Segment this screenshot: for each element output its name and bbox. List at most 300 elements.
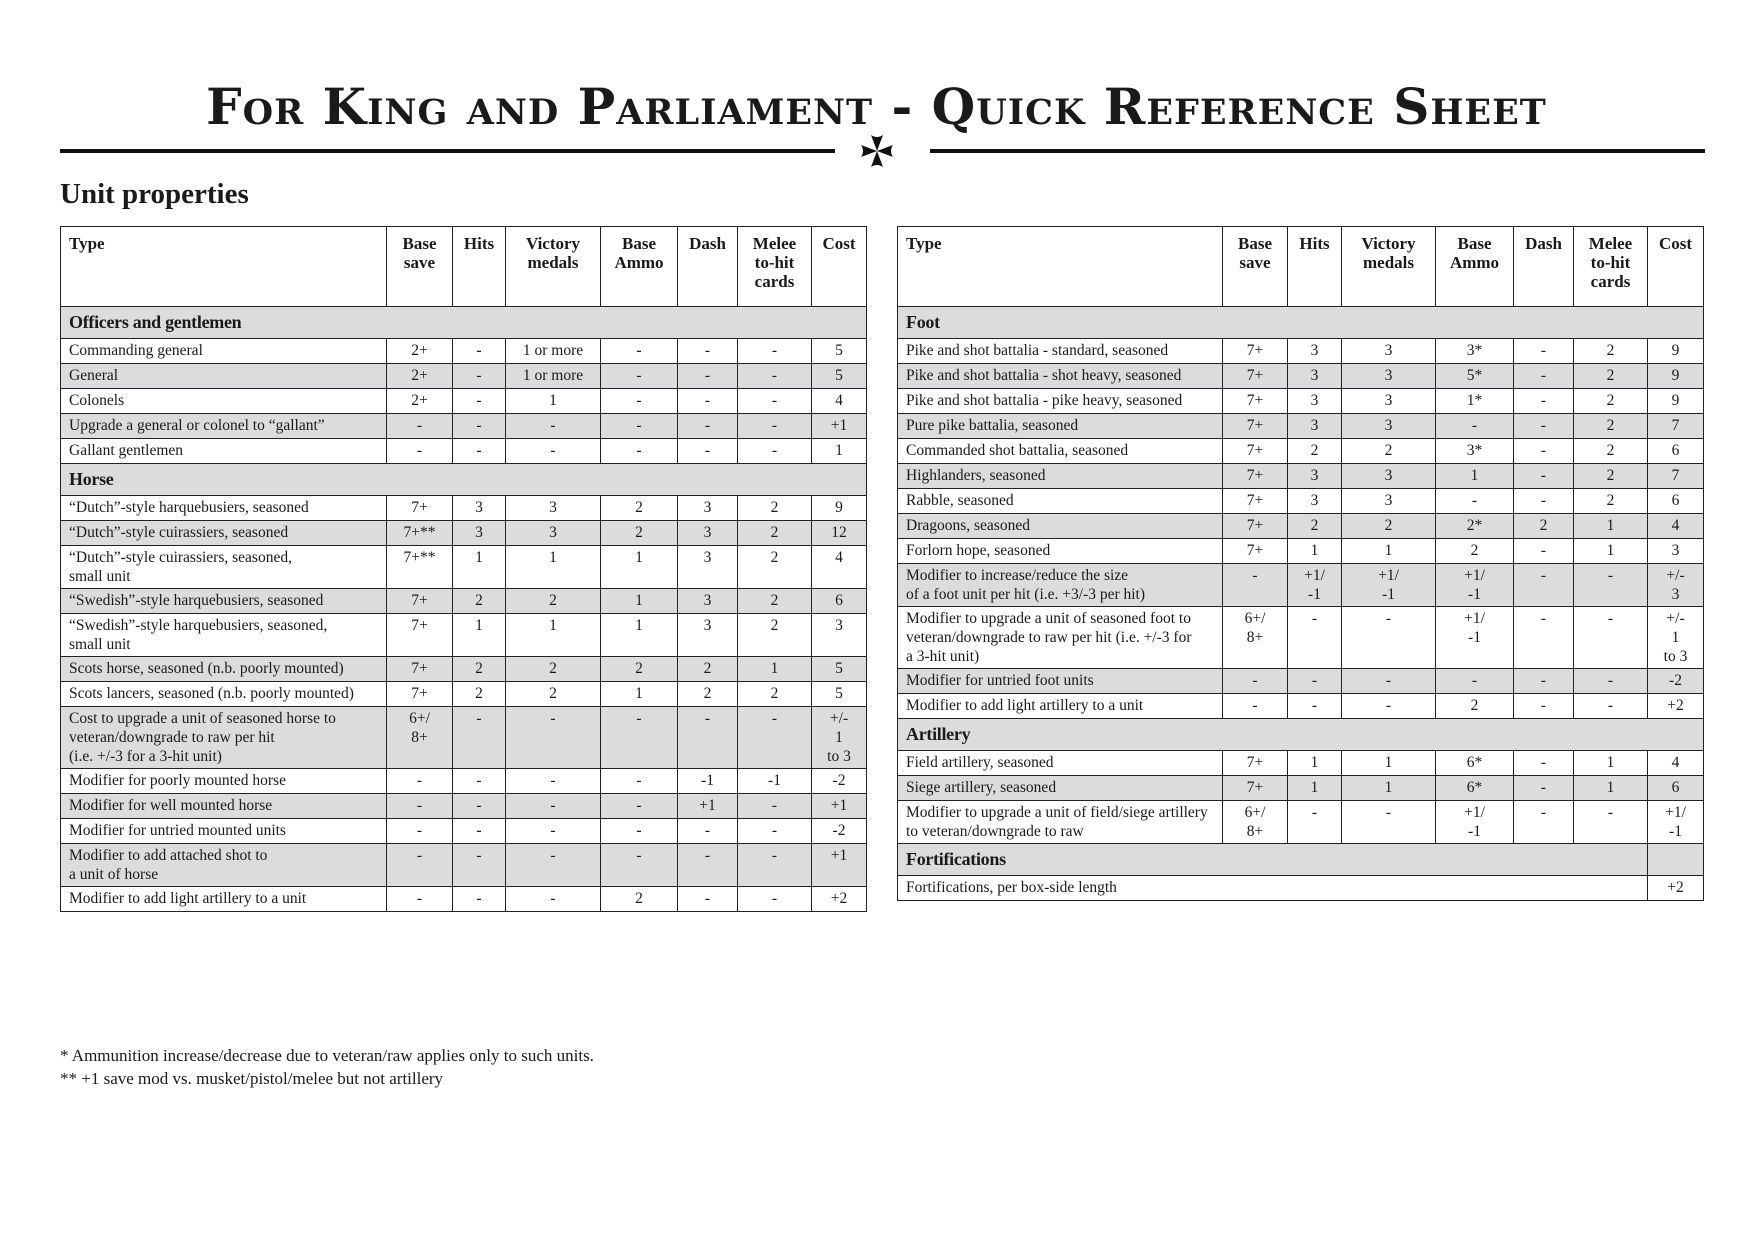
- value-cell: 2+: [387, 339, 453, 364]
- value-cell: 3: [1288, 364, 1342, 389]
- value-cell: -: [453, 414, 506, 439]
- value-cell: -: [678, 439, 738, 464]
- value-cell: +1/ -1: [1436, 564, 1514, 607]
- value-cell: -: [601, 364, 678, 389]
- value-cell: 2: [601, 521, 678, 546]
- value-cell: 7+: [1223, 539, 1288, 564]
- unit-type-cell: Scots horse, seasoned (n.b. poorly mounted): [61, 657, 387, 682]
- value-cell: +/- 1 to 3: [812, 707, 867, 769]
- value-cell: 6*: [1436, 776, 1514, 801]
- value-cell: 2: [506, 682, 601, 707]
- value-cell: -: [1514, 439, 1574, 464]
- value-cell: 7+: [1223, 464, 1288, 489]
- value-cell: 2: [601, 887, 678, 912]
- table-row: [898, 607, 1704, 669]
- column-header: Melee to-hit cards: [1574, 227, 1648, 307]
- value-cell: 3: [1342, 389, 1436, 414]
- value-cell: 5: [812, 682, 867, 707]
- unit-type-cell: Field artillery, seasoned: [898, 751, 1223, 776]
- table-row: [898, 539, 1704, 564]
- value-cell: +/- 1 to 3: [1648, 607, 1704, 669]
- value-cell: -: [1342, 694, 1436, 719]
- table-row: [898, 439, 1704, 464]
- value-cell: +1/ -1: [1436, 801, 1514, 844]
- value-cell: -: [1223, 564, 1288, 607]
- value-cell: 9: [1648, 339, 1704, 364]
- value-cell: -: [1514, 339, 1574, 364]
- value-cell: -1: [738, 769, 812, 794]
- value-cell: 2: [1436, 539, 1514, 564]
- value-cell: 12: [812, 521, 867, 546]
- value-cell: 2: [1574, 464, 1648, 489]
- value-cell: 2: [1514, 514, 1574, 539]
- unit-type-cell: Siege artillery, seasoned: [898, 776, 1223, 801]
- value-cell: -: [387, 414, 453, 439]
- column-header: Victory medals: [1342, 227, 1436, 307]
- footnote: * Ammunition increase/decrease due to veteran/raw applies only to such units.: [60, 1046, 594, 1065]
- value-cell: 7+: [387, 657, 453, 682]
- value-cell: -: [1514, 389, 1574, 414]
- value-cell: -: [506, 887, 601, 912]
- table-row: [898, 414, 1704, 439]
- value-cell: 5: [812, 364, 867, 389]
- value-cell: 1: [1574, 539, 1648, 564]
- value-cell: -: [601, 339, 678, 364]
- value-cell: 1: [601, 589, 678, 614]
- value-cell: 1: [1436, 464, 1514, 489]
- value-cell: 3*: [1436, 439, 1514, 464]
- title-rule-left: [60, 149, 835, 153]
- value-cell: -: [453, 339, 506, 364]
- value-cell: 3: [1342, 489, 1436, 514]
- value-cell: 7+: [1223, 489, 1288, 514]
- value-cell: -: [453, 769, 506, 794]
- unit-type-cell: “Dutch”-style harquebusiers, seasoned: [61, 496, 387, 521]
- value-cell: 6: [1648, 776, 1704, 801]
- value-cell: 2: [506, 657, 601, 682]
- table-row: [61, 389, 867, 414]
- table-row: [898, 751, 1704, 776]
- cross-pattee-icon: [859, 133, 895, 169]
- value-cell: 2: [601, 496, 678, 521]
- value-cell: 3: [678, 496, 738, 521]
- value-cell: -: [1574, 694, 1648, 719]
- value-cell: 3: [1288, 464, 1342, 489]
- value-cell: 1: [738, 657, 812, 682]
- value-cell: 9: [1648, 364, 1704, 389]
- value-cell: -: [738, 794, 812, 819]
- table-row: [61, 844, 867, 887]
- value-cell: -: [601, 844, 678, 887]
- value-cell: 2*: [1436, 514, 1514, 539]
- value-cell: 4: [1648, 751, 1704, 776]
- value-cell: -: [1514, 607, 1574, 669]
- value-cell: -: [1514, 564, 1574, 607]
- value-cell: 7: [1648, 414, 1704, 439]
- value-cell: -: [678, 364, 738, 389]
- value-cell: -: [506, 769, 601, 794]
- column-header: Hits: [1288, 227, 1342, 307]
- section-title: Unit properties: [60, 178, 249, 210]
- value-cell: -: [1436, 414, 1514, 439]
- value-cell: 2: [738, 589, 812, 614]
- value-cell: +1: [812, 844, 867, 887]
- value-cell: 7+: [1223, 389, 1288, 414]
- value-cell: -: [453, 794, 506, 819]
- value-cell: -: [1514, 539, 1574, 564]
- section-label: Artillery: [898, 719, 1704, 751]
- unit-type-cell: Modifier for untried foot units: [898, 669, 1223, 694]
- unit-type-cell: Modifier to upgrade a unit of seasoned foot to veteran/downgrade to raw per hit (i.e. +/-3 for a 3-hit unit): [898, 607, 1223, 669]
- value-cell: 1: [506, 389, 601, 414]
- column-header: Cost: [1648, 227, 1704, 307]
- table-row: [898, 801, 1704, 844]
- table-row: [61, 414, 867, 439]
- value-cell: -: [738, 887, 812, 912]
- value-cell: 3: [1288, 389, 1342, 414]
- unit-type-cell: Colonels: [61, 389, 387, 414]
- value-cell: 1: [601, 546, 678, 589]
- value-cell: -: [387, 794, 453, 819]
- column-header: Base save: [1223, 227, 1288, 307]
- value-cell: -: [601, 707, 678, 769]
- value-cell: -2: [1648, 669, 1704, 694]
- value-cell: +2: [1648, 876, 1704, 901]
- value-cell: -: [1342, 669, 1436, 694]
- unit-type-cell: “Swedish”-style harquebusiers, seasoned, small unit: [61, 614, 387, 657]
- unit-type-cell: Modifier to increase/reduce the size of a foot unit per hit (i.e. +3/-3 per hit): [898, 564, 1223, 607]
- value-cell: 2+: [387, 389, 453, 414]
- table-row: [61, 496, 867, 521]
- value-cell: 7+: [387, 589, 453, 614]
- column-header: Cost: [812, 227, 867, 307]
- value-cell: 2: [678, 682, 738, 707]
- value-cell: -: [678, 887, 738, 912]
- section-row: [898, 307, 1704, 339]
- value-cell: 4: [812, 389, 867, 414]
- table-row: [898, 514, 1704, 539]
- unit-type-cell: Modifier to add light artillery to a unit: [61, 887, 387, 912]
- section-label: Officers and gentlemen: [61, 307, 867, 339]
- value-cell: -2: [812, 769, 867, 794]
- value-cell: -: [678, 844, 738, 887]
- unit-type-cell: Rabble, seasoned: [898, 489, 1223, 514]
- value-cell: 5: [812, 339, 867, 364]
- value-cell: 7+: [1223, 439, 1288, 464]
- value-cell: 2: [678, 657, 738, 682]
- value-cell: 3: [453, 496, 506, 521]
- unit-type-cell: “Dutch”-style cuirassiers, seasoned: [61, 521, 387, 546]
- value-cell: -: [1574, 669, 1648, 694]
- value-cell: 7+: [1223, 339, 1288, 364]
- value-cell: 1: [1574, 776, 1648, 801]
- value-cell: 3: [1648, 539, 1704, 564]
- value-cell: 7: [1648, 464, 1704, 489]
- table-row: [61, 657, 867, 682]
- value-cell: 1: [1574, 514, 1648, 539]
- value-cell: +1: [812, 794, 867, 819]
- value-cell: 1: [1288, 751, 1342, 776]
- footnotes: [60, 1044, 594, 1090]
- value-cell: -: [1514, 751, 1574, 776]
- value-cell: 2: [738, 496, 812, 521]
- value-cell: -: [1514, 489, 1574, 514]
- value-cell: +1: [812, 414, 867, 439]
- value-cell: 4: [812, 546, 867, 589]
- value-cell: 2: [1574, 489, 1648, 514]
- table-row: [898, 489, 1704, 514]
- value-cell: 2: [1574, 364, 1648, 389]
- value-cell: -: [453, 364, 506, 389]
- value-cell: 3: [506, 496, 601, 521]
- value-cell: 1: [1342, 751, 1436, 776]
- table-row: [61, 769, 867, 794]
- unit-type-cell: Highlanders, seasoned: [898, 464, 1223, 489]
- table-row: [61, 521, 867, 546]
- value-cell: 3: [678, 589, 738, 614]
- unit-type-cell: Pike and shot battalia - pike heavy, seasoned: [898, 389, 1223, 414]
- value-cell: 6+/ 8+: [1223, 801, 1288, 844]
- value-cell: 3: [678, 521, 738, 546]
- value-cell: -: [738, 844, 812, 887]
- table-header-row: [61, 227, 867, 307]
- value-cell: 6: [812, 589, 867, 614]
- value-cell: -: [453, 844, 506, 887]
- unit-type-cell: Modifier for poorly mounted horse: [61, 769, 387, 794]
- value-cell: -: [601, 819, 678, 844]
- value-cell: -: [1223, 669, 1288, 694]
- value-cell: -: [1342, 801, 1436, 844]
- table-row: [898, 364, 1704, 389]
- value-cell: 5*: [1436, 364, 1514, 389]
- value-cell: -: [601, 439, 678, 464]
- unit-type-cell: Modifier for untried mounted units: [61, 819, 387, 844]
- value-cell: 6: [1648, 489, 1704, 514]
- table-row: [898, 339, 1704, 364]
- value-cell: 6+/ 8+: [1223, 607, 1288, 669]
- value-cell: 2: [1288, 514, 1342, 539]
- value-cell: 3: [1342, 414, 1436, 439]
- table-row: [898, 876, 1704, 901]
- value-cell: -: [738, 364, 812, 389]
- table-row: [61, 682, 867, 707]
- value-cell: -: [601, 414, 678, 439]
- value-cell: 7+: [387, 496, 453, 521]
- table-header-row: [898, 227, 1704, 307]
- value-cell: 7+: [387, 614, 453, 657]
- value-cell: 3: [1342, 364, 1436, 389]
- value-cell: +/- 3: [1648, 564, 1704, 607]
- table-row: [61, 707, 867, 769]
- value-cell: -: [678, 389, 738, 414]
- column-header: Victory medals: [506, 227, 601, 307]
- value-cell: 7+: [387, 682, 453, 707]
- table-row: [61, 794, 867, 819]
- value-cell: 1: [506, 614, 601, 657]
- table-row: [61, 364, 867, 389]
- column-header: Type: [61, 227, 387, 307]
- value-cell: -2: [812, 819, 867, 844]
- value-cell: 1 or more: [506, 364, 601, 389]
- table-row: [61, 339, 867, 364]
- value-cell: 6*: [1436, 751, 1514, 776]
- table-row: [898, 564, 1704, 607]
- value-cell: -: [1288, 801, 1342, 844]
- value-cell: 1: [1574, 751, 1648, 776]
- value-cell: 1: [453, 546, 506, 589]
- value-cell: -: [738, 439, 812, 464]
- value-cell: 9: [812, 496, 867, 521]
- unit-type-cell: Commanding general: [61, 339, 387, 364]
- table-row: [898, 464, 1704, 489]
- unit-type-cell: Gallant gentlemen: [61, 439, 387, 464]
- value-cell: 1: [1288, 776, 1342, 801]
- value-cell: 3: [1288, 339, 1342, 364]
- value-cell: -: [453, 887, 506, 912]
- value-cell: 3: [1288, 489, 1342, 514]
- value-cell: -: [453, 819, 506, 844]
- value-cell: 4: [1648, 514, 1704, 539]
- section-row: [898, 719, 1704, 751]
- page-title: For King and Parliament - Quick Reference Sheet: [206, 76, 1547, 136]
- value-cell: 3: [453, 521, 506, 546]
- value-cell: -: [738, 707, 812, 769]
- value-cell: 5: [812, 657, 867, 682]
- value-cell: -: [387, 819, 453, 844]
- value-cell: 2: [1574, 339, 1648, 364]
- unit-type-cell: Modifier to upgrade a unit of field/siege artillery to veteran/downgrade to raw: [898, 801, 1223, 844]
- value-cell: 3: [506, 521, 601, 546]
- column-header: Melee to-hit cards: [738, 227, 812, 307]
- section-label: Horse: [61, 464, 867, 496]
- value-cell: -: [1514, 464, 1574, 489]
- value-cell: -: [1342, 607, 1436, 669]
- value-cell: 3: [1342, 339, 1436, 364]
- value-cell: 2: [1574, 439, 1648, 464]
- column-header: Base Ammo: [1436, 227, 1514, 307]
- unit-type-cell: Fortifications, per box-side length: [898, 876, 1648, 901]
- value-cell: 7+: [1223, 414, 1288, 439]
- unit-properties-table-right: [897, 226, 1704, 901]
- value-cell: 1: [1342, 776, 1436, 801]
- value-cell: -: [678, 707, 738, 769]
- column-header: Base save: [387, 227, 453, 307]
- value-cell: -: [1514, 364, 1574, 389]
- unit-type-cell: “Swedish”-style harquebusiers, seasoned: [61, 589, 387, 614]
- value-cell: -: [738, 389, 812, 414]
- table-body: [61, 307, 867, 912]
- value-cell: -: [738, 339, 812, 364]
- value-cell: -: [1288, 694, 1342, 719]
- section-row: [61, 464, 867, 496]
- value-cell: -: [738, 819, 812, 844]
- value-cell: 2: [738, 614, 812, 657]
- value-cell: -: [387, 769, 453, 794]
- value-cell: 1: [453, 614, 506, 657]
- section-filler: [1648, 844, 1704, 876]
- table-row: [61, 439, 867, 464]
- value-cell: -: [506, 707, 601, 769]
- unit-type-cell: General: [61, 364, 387, 389]
- value-cell: +2: [1648, 694, 1704, 719]
- value-cell: -: [601, 389, 678, 414]
- value-cell: 2: [453, 657, 506, 682]
- value-cell: 7+: [1223, 364, 1288, 389]
- section-row: [61, 307, 867, 339]
- value-cell: 2: [1574, 414, 1648, 439]
- column-header: Dash: [1514, 227, 1574, 307]
- value-cell: -: [1514, 694, 1574, 719]
- table-row: [898, 669, 1704, 694]
- unit-type-cell: Pure pike battalia, seasoned: [898, 414, 1223, 439]
- unit-type-cell: Modifier to add light artillery to a unit: [898, 694, 1223, 719]
- value-cell: -: [1288, 607, 1342, 669]
- table-row: [61, 614, 867, 657]
- value-cell: 2: [506, 589, 601, 614]
- unit-type-cell: “Dutch”-style cuirassiers, seasoned, small unit: [61, 546, 387, 589]
- value-cell: 3*: [1436, 339, 1514, 364]
- title-rule-right: [930, 149, 1705, 153]
- value-cell: -: [1574, 564, 1648, 607]
- value-cell: 3: [678, 614, 738, 657]
- unit-type-cell: Cost to upgrade a unit of seasoned horse to veteran/downgrade to raw per hit (i.e. +/-3 for a 3-hit unit): [61, 707, 387, 769]
- value-cell: 6+/ 8+: [387, 707, 453, 769]
- value-cell: -: [1514, 414, 1574, 439]
- value-cell: -: [1574, 607, 1648, 669]
- unit-type-cell: Scots lancers, seasoned (n.b. poorly mounted): [61, 682, 387, 707]
- value-cell: -1: [678, 769, 738, 794]
- value-cell: -: [1436, 669, 1514, 694]
- value-cell: 3: [678, 546, 738, 589]
- section-label: Foot: [898, 307, 1704, 339]
- footnote: ** +1 save mod vs. musket/pistol/melee but not artillery: [60, 1069, 444, 1088]
- unit-type-cell: Modifier to add attached shot to a unit of horse: [61, 844, 387, 887]
- value-cell: -: [1436, 489, 1514, 514]
- unit-type-cell: Pike and shot battalia - standard, seasoned: [898, 339, 1223, 364]
- value-cell: -: [1514, 801, 1574, 844]
- value-cell: 1*: [1436, 389, 1514, 414]
- value-cell: -: [1514, 776, 1574, 801]
- section-label: Fortifications: [898, 844, 1648, 876]
- value-cell: 7+: [1223, 751, 1288, 776]
- value-cell: 1: [1342, 539, 1436, 564]
- table-row: [61, 819, 867, 844]
- value-cell: 7+**: [387, 546, 453, 589]
- value-cell: 9: [1648, 389, 1704, 414]
- column-header: Type: [898, 227, 1223, 307]
- value-cell: 7+**: [387, 521, 453, 546]
- value-cell: 1: [1288, 539, 1342, 564]
- value-cell: -: [387, 844, 453, 887]
- table-row: [898, 694, 1704, 719]
- value-cell: 2: [1574, 389, 1648, 414]
- value-cell: +1/ -1: [1648, 801, 1704, 844]
- value-cell: -: [1288, 669, 1342, 694]
- value-cell: 1: [601, 614, 678, 657]
- value-cell: -: [506, 819, 601, 844]
- value-cell: -: [506, 414, 601, 439]
- table-row: [61, 887, 867, 912]
- value-cell: 7+: [1223, 514, 1288, 539]
- value-cell: -: [387, 887, 453, 912]
- value-cell: 1: [506, 546, 601, 589]
- value-cell: 2: [738, 521, 812, 546]
- value-cell: 2: [453, 682, 506, 707]
- value-cell: -: [506, 794, 601, 819]
- value-cell: 2: [1342, 514, 1436, 539]
- unit-properties-table-left: [60, 226, 867, 912]
- value-cell: -: [453, 707, 506, 769]
